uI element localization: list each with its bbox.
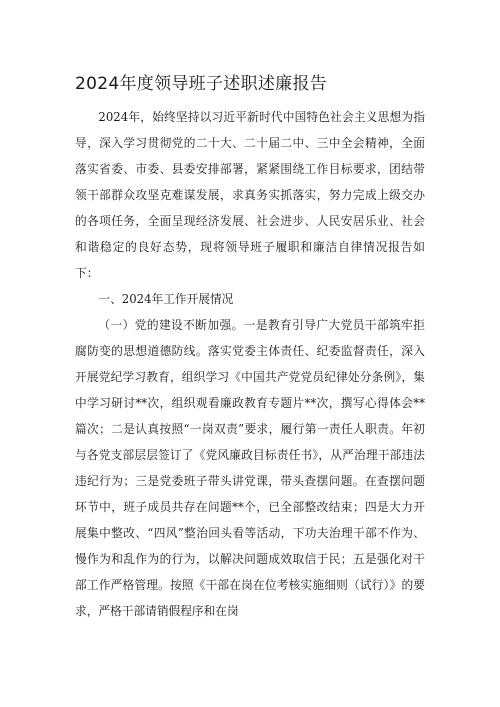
intro-paragraph: 2024年，始终坚持以习近平新时代中国特色社会主义思想为指导，深入学习贯彻党的二十大、二十届二中、三中全会精神，全面落实省委、市委、县委安排部署，紧紧围绕工作目标要求，团结带领干部群众攻坚克难谋发展，求真务实抓落实，努力完成上级交办的各项任务，全面呈现经济发展、社会进步、人民安居乐业、社会和谐稳定的良好态势，现将领导班子履职和廉洁自律情况报告如下： [75,110,425,280]
section-heading: 一、2024年工作开展情况 [98,292,234,306]
section-paragraph: （一）党的建设不断加强。一是教育引导广大党员干部筑牢拒腐防变的思想道德防线。落实党委主体责任、纪委监督责任，深入开展党纪学习教育，组织学习《中国共产党党员纪律处分条例》，集中学习研讨**次，组织观看廉政教育专题片**次，撰写心得体会**篇次；二是认真按照“一岗双责”要求，履行第一责任人职责。年初与各党支部层层签订了《党风廉政目标责任书》，从严治理干部违法违纪行为；三是党委班子带头讲党课，带头查摆问题。在查摆问题环节中，班子成员共存在问题**个，已全部整改结束；四是大力开展集中整改、“四风”整治回头看等活动，下功夫治理干部不作为、慢作为和乱作为的行为，以解决问题成效取信于民；五是强化对干部工作严格管理。按照《干部在岗在位考核实施细则（试行）》的要求，严格干部请销假程序和在岗 [75,318,425,618]
report-title: 2024年度领导班子述职述廉报告 [75,74,328,94]
report-body [75,104,425,624]
